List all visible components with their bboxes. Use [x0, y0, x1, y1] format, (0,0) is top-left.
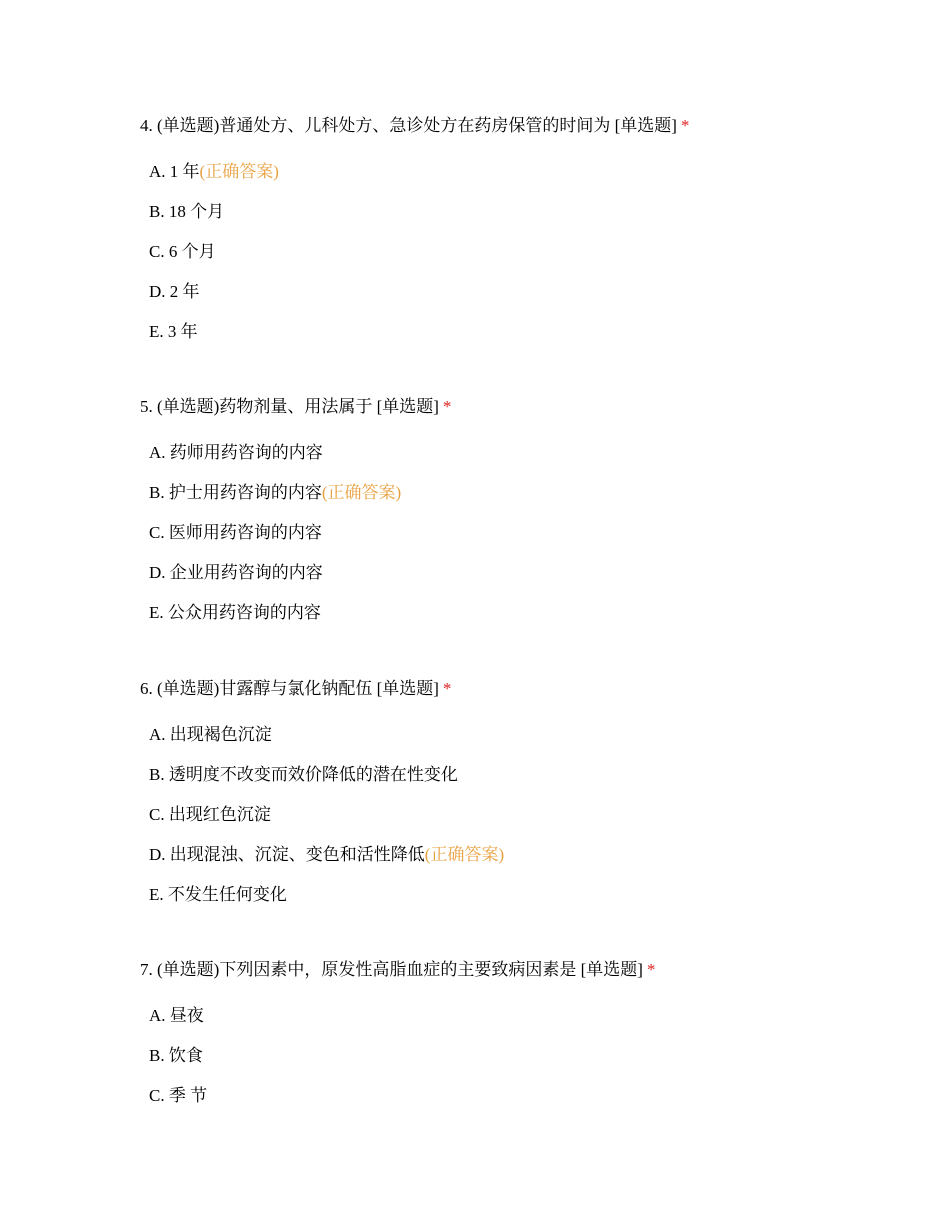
- option-text: E. 3 年: [149, 322, 198, 341]
- option-text: C. 医师用药咨询的内容: [149, 523, 322, 542]
- option-text: E. 公众用药咨询的内容: [149, 603, 321, 622]
- question-6: [140, 677, 920, 923]
- option-text: C. 6 个月: [149, 242, 216, 261]
- question-5: [140, 395, 920, 641]
- option-b: [149, 481, 920, 505]
- option-b: [149, 1044, 920, 1068]
- option-list: [140, 441, 920, 625]
- question-title: [140, 677, 920, 701]
- option-text: D. 2 年: [149, 282, 200, 301]
- correct-answer-tag: (正确答案): [199, 162, 279, 181]
- option-text: B. 饮食: [149, 1046, 203, 1065]
- option-c: [149, 803, 920, 827]
- option-a: [149, 723, 920, 747]
- required-marker: *: [680, 116, 690, 135]
- required-marker: *: [442, 397, 452, 416]
- option-text: B. 护士用药咨询的内容: [149, 483, 322, 502]
- option-c: [149, 521, 920, 545]
- option-text: A. 出现褐色沉淀: [149, 725, 272, 744]
- question-title-text: 4. (单选题)普通处方、儿科处方、急诊处方在药房保管的时间为 [单选题]: [140, 116, 677, 135]
- required-marker: *: [646, 960, 656, 979]
- option-a: [149, 160, 920, 184]
- question-title: [140, 114, 920, 138]
- option-e: [149, 320, 920, 344]
- option-text: A. 药师用药咨询的内容: [149, 443, 323, 462]
- option-text: A. 1 年: [149, 162, 200, 181]
- option-text: D. 出现混浊、沉淀、变色和活性降低: [149, 845, 425, 864]
- option-text: B. 透明度不改变而效价降低的潜在性变化: [149, 765, 458, 784]
- option-text: D. 企业用药咨询的内容: [149, 563, 323, 582]
- option-e: [149, 883, 920, 907]
- option-list: [140, 160, 920, 344]
- option-text: C. 出现红色沉淀: [149, 805, 271, 824]
- option-a: [149, 1004, 920, 1028]
- option-text: A. 昼夜: [149, 1006, 204, 1025]
- option-d: [149, 280, 920, 304]
- question-title: [140, 958, 920, 982]
- option-c: [149, 1084, 920, 1108]
- question-title-text: 6. (单选题)甘露醇与氯化钠配伍 [单选题]: [140, 679, 439, 698]
- option-b: [149, 763, 920, 787]
- required-marker: *: [442, 679, 452, 698]
- question-title-text: 5. (单选题)药物剂量、用法属于 [单选题]: [140, 397, 439, 416]
- option-text: B. 18 个月: [149, 202, 225, 221]
- option-text: E. 不发生任何变化: [149, 885, 287, 904]
- question-title-text: 7. (单选题)下列因素中，原发性高脂血症的主要致病因素是 [单选题]: [140, 960, 643, 979]
- option-e: [149, 601, 920, 625]
- option-a: [149, 441, 920, 465]
- option-d: [149, 561, 920, 585]
- question-title: [140, 395, 920, 419]
- correct-answer-tag: (正确答案): [321, 483, 402, 502]
- option-text: C. 季 节: [149, 1086, 208, 1105]
- option-d: [149, 843, 920, 867]
- option-b: [149, 200, 920, 224]
- question-4: [140, 114, 920, 360]
- option-c: [149, 240, 920, 264]
- correct-answer-tag: (正确答案): [424, 845, 505, 864]
- question-7: [140, 958, 920, 1124]
- option-list: [140, 1004, 920, 1108]
- option-list: [140, 723, 920, 907]
